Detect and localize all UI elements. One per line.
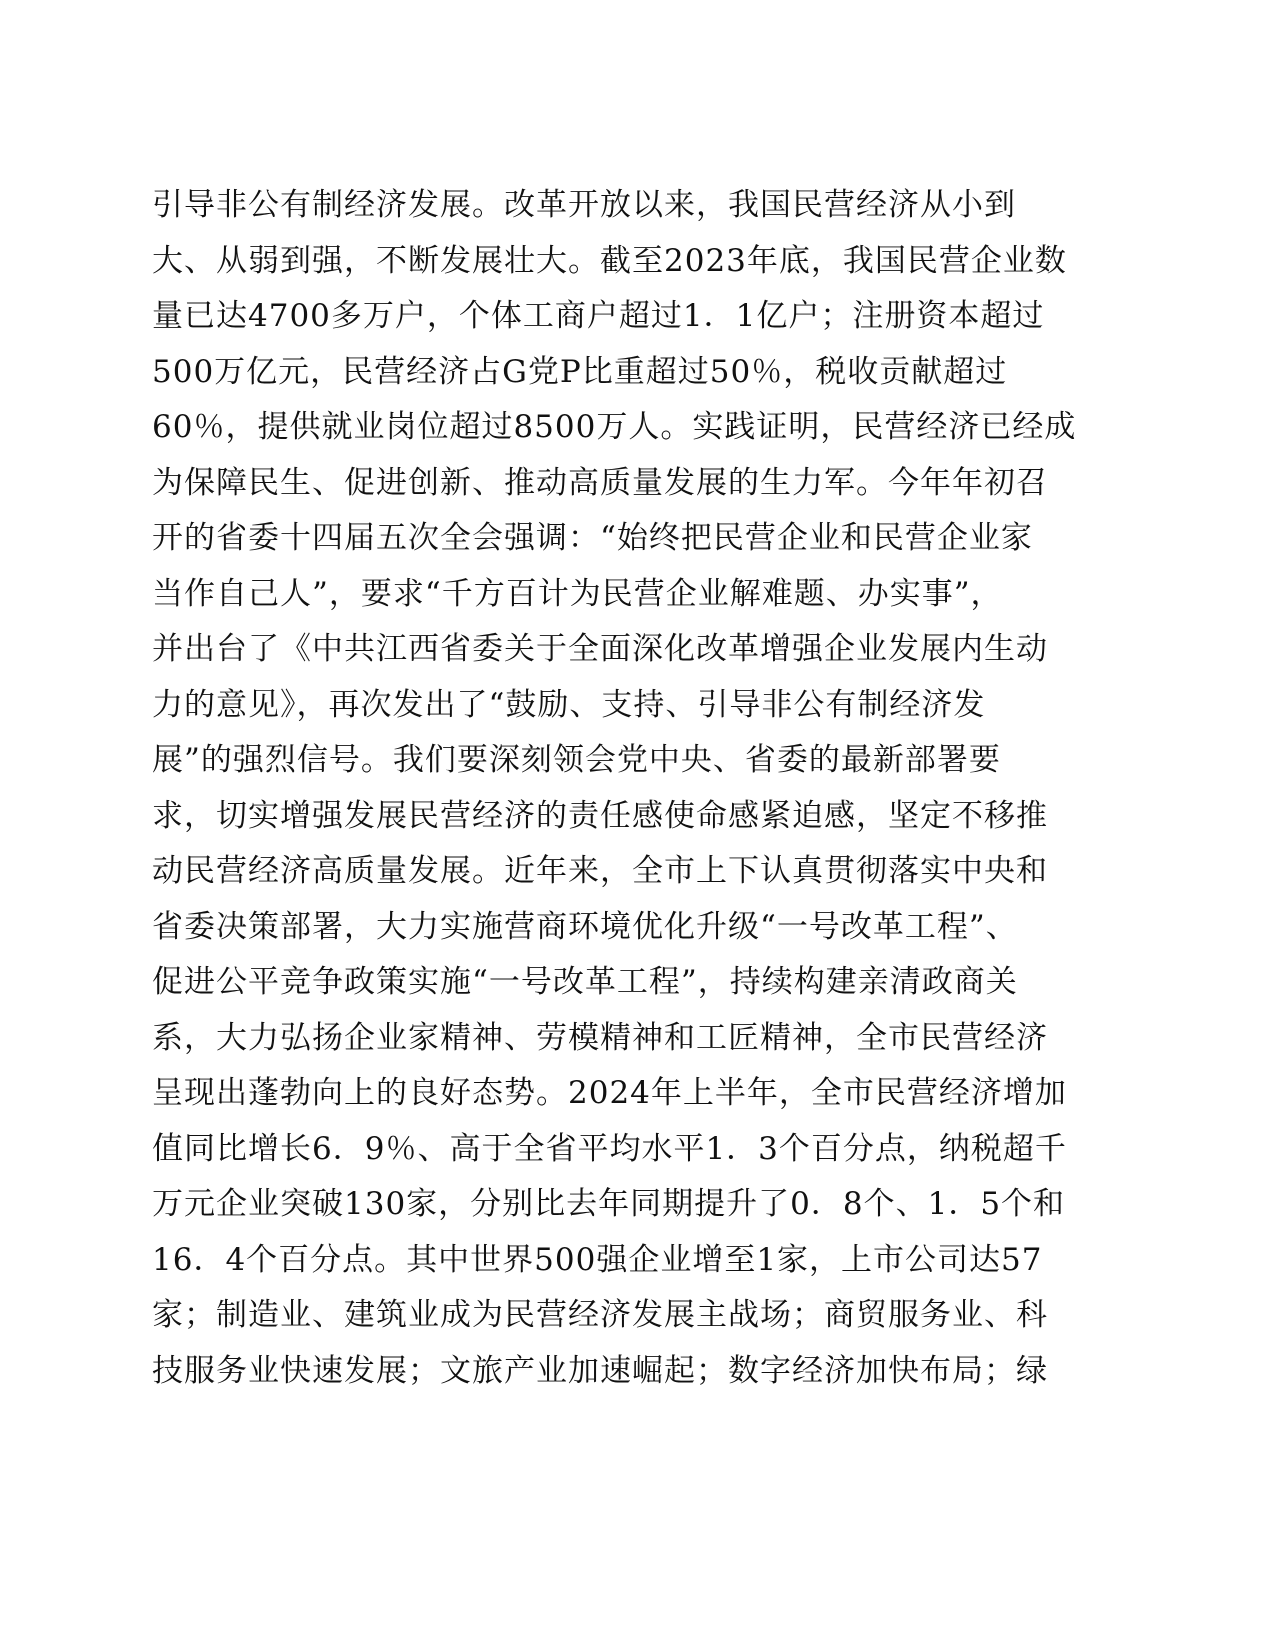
- text-line: 当作自己人”，要求“千方百计为民营企业解难题、办实事”，: [152, 575, 1003, 612]
- text-line: 系，大力弘扬企业家精神、劳模精神和工匠精神，全市民营经济: [152, 1019, 1048, 1056]
- text-line: 量已达4700多万户，个体工商户超过1．1亿户；注册资本超过: [152, 298, 1045, 334]
- text-line: 呈现出蓬勃向上的良好态势。2024年上半年，全市民营经济增加: [152, 1075, 1067, 1111]
- text-line: 60％，提供就业岗位超过8500万人。实践证明，民营经济已经成: [152, 409, 1077, 445]
- text-line: 动民营经济高质量发展。近年来，全市上下认真贯彻落实中央和: [152, 853, 1048, 889]
- text-line: 并出台了《中共江西省委关于全面深化改革增强企业发展内生动: [152, 631, 1048, 667]
- text-line: 万元企业突破130家，分别比去年同期提升了0．8个、1．5个和: [152, 1186, 1066, 1222]
- text-line: 16．4个百分点。其中世界500强企业增至1家，上市公司达57: [152, 1241, 1043, 1278]
- text-line: 省委决策部署，大力实施营商环境优化升级“一号改革工程”、: [152, 908, 1018, 945]
- text-line: 大、从弱到强，不断发展壮大。截至2023年底，我国民营企业数: [152, 242, 1067, 279]
- text-line: 500万亿元，民营经济占G党P比重超过50％，税收贡献超过: [152, 353, 1008, 390]
- text-line: 展”的强烈信号。我们要深刻领会党中央、省委的最新部署要: [152, 742, 1001, 778]
- text-line: 技服务业快速发展；文旅产业加速崛起；数字经济加快布局；绿: [152, 1352, 1048, 1389]
- text-line: 家；制造业、建筑业成为民营经济发展主战场；商贸服务业、科: [152, 1297, 1048, 1333]
- text-line: 为保障民生、促进创新、推动高质量发展的生力军。今年年初召: [152, 464, 1048, 501]
- body-text: [152, 178, 1082, 1399]
- text-line: 引导非公有制经济发展。改革开放以来，我国民营经济从小到: [152, 187, 1016, 223]
- text-line: 促进公平竞争政策实施“一号改革工程”，持续构建亲清政商关: [152, 964, 1018, 1000]
- text-line: 求，切实增强发展民营经济的责任感使命感紧迫感，坚定不移推: [152, 797, 1048, 834]
- text-line: 力的意见》，再次发出了“鼓励、支持、引导非公有制经济发: [152, 686, 986, 723]
- text-line: 值同比增长6．9％、高于全省平均水平1．3个百分点，纳税超千: [152, 1130, 1067, 1167]
- text-line: 开的省委十四届五次全会强调：“始终把民营企业和民营企业家: [152, 520, 1033, 556]
